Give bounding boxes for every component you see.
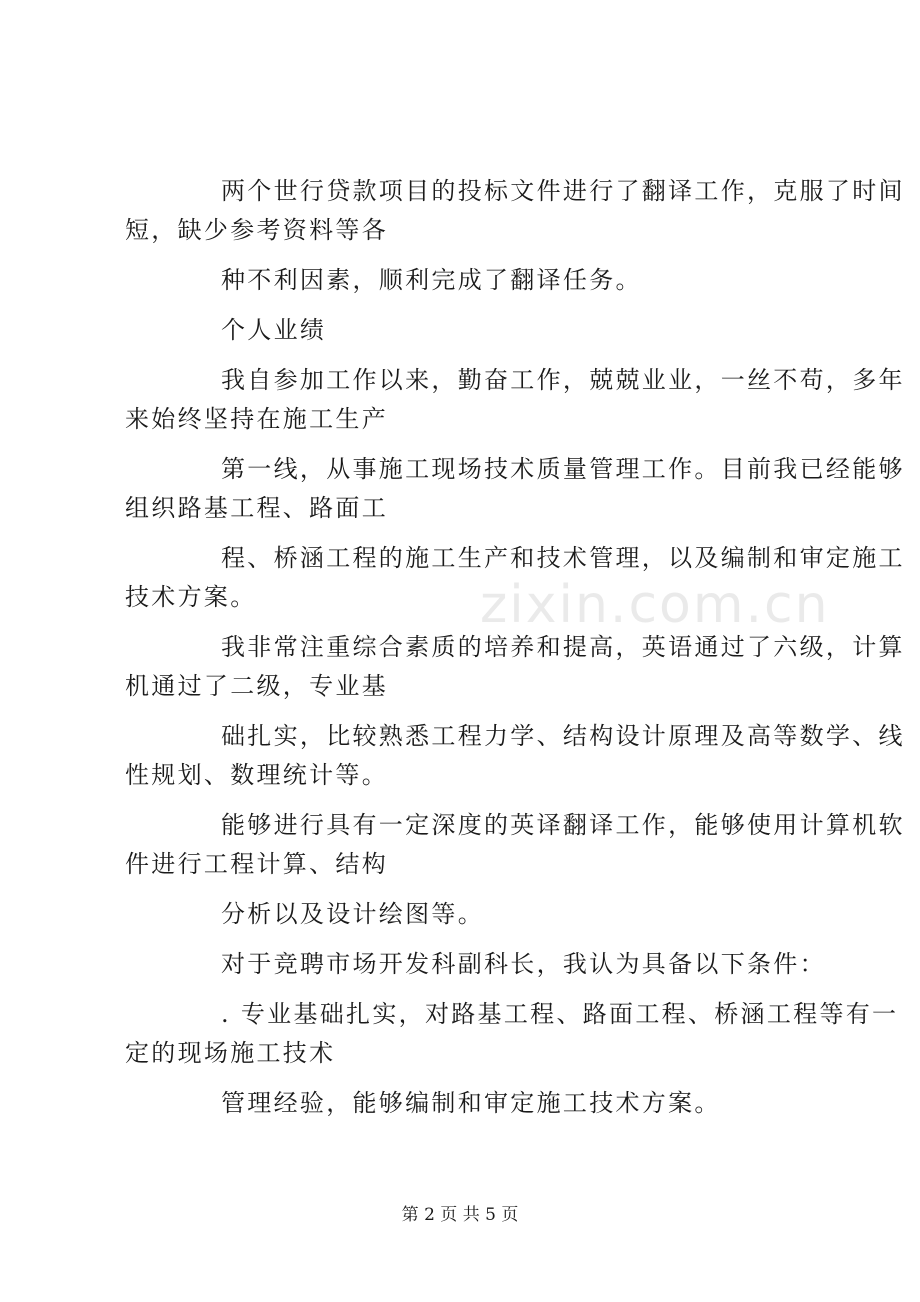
paragraph-line: 对于竞聘市场开发科副科长，我认为具备以下条件：	[221, 950, 826, 978]
paragraph-11	[125, 945, 826, 984]
watermark: zixin.com.cn	[480, 575, 830, 635]
paragraph-1	[125, 172, 905, 250]
section-heading	[125, 311, 805, 350]
document-body	[125, 172, 905, 1134]
paragraph-5	[125, 450, 905, 528]
paragraph-line: 能够进行具有一定深度的英译翻译工作，能够使用计算机软	[221, 811, 905, 839]
paragraph-line: 组织路基工程、路面工	[125, 494, 388, 522]
paragraph-line: 技术方案。	[125, 583, 257, 611]
paragraph-2	[125, 261, 805, 300]
paragraph-line: 我非常注重综合素质的培养和提高，英语通过了六级，计算	[221, 633, 905, 661]
heading-personal-achievements: 个人业绩	[221, 316, 327, 344]
paragraph-line: 短，缺少参考资料等各	[125, 216, 388, 244]
paragraph-13	[125, 1084, 805, 1123]
paragraph-line: 来始终坚持在施工生产	[125, 405, 388, 433]
page-number-footer: 第 2 页 共 5 页	[401, 1205, 519, 1225]
paragraph-line: 第一线，从事施工现场技术质量管理工作。目前我已经能够	[221, 455, 905, 483]
paragraph-line: 管理经验，能够编制和审定施工技术方案。	[221, 1089, 721, 1117]
paragraph-7	[125, 628, 905, 706]
paragraph-line: 定的现场施工技术	[125, 1039, 336, 1067]
paragraph-line: 性规划、数理统计等。	[125, 761, 388, 789]
paragraph-12	[125, 995, 899, 1073]
paragraph-line: 两个世行贷款项目的投标文件进行了翻译工作，克服了时间	[221, 177, 905, 205]
paragraph-line: 分析以及设计绘图等。	[221, 900, 484, 928]
paragraph-line: 我自参加工作以来，勤奋工作，兢兢业业，一丝不苟，多年	[221, 366, 905, 394]
paragraph-line: . 专业基础扎实，对路基工程、路面工程、桥涵工程等有一	[221, 1000, 899, 1028]
paragraph-9	[125, 806, 905, 884]
paragraph-4	[125, 361, 905, 439]
paragraph-line: 机通过了二级，专业基	[125, 672, 388, 700]
paragraph-line: 种不利因素，顺利完成了翻译任务。	[221, 266, 642, 294]
paragraph-10	[125, 895, 805, 934]
paragraph-6	[125, 539, 905, 617]
paragraph-line: 件进行工程计算、结构	[125, 850, 388, 878]
paragraph-line: 程、桥涵工程的施工生产和技术管理，以及编制和审定施工	[221, 544, 905, 572]
paragraph-8	[125, 717, 905, 795]
paragraph-line: 础扎实，比较熟悉工程力学、结构设计原理及高等数学、线	[221, 722, 905, 750]
